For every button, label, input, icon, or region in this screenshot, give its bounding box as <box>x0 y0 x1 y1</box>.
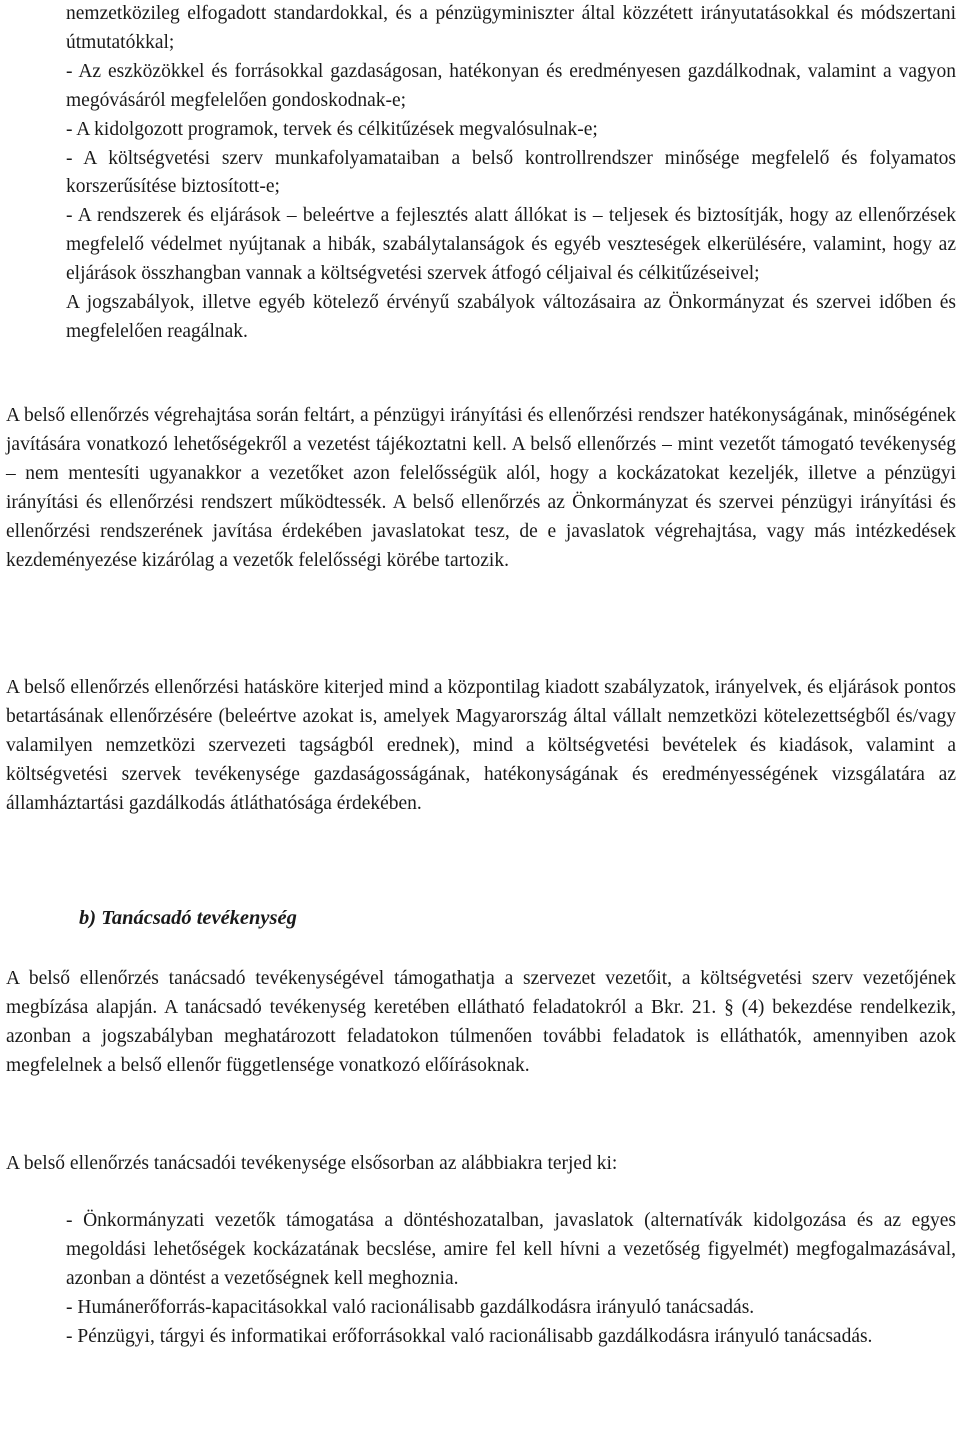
paragraph-advisory <box>6 965 956 1081</box>
paragraph-findings <box>6 402 956 575</box>
requirements-list <box>66 0 956 347</box>
list-item: A jogszabályok, illetve egyéb kötelező érvényű szabályok változásaira az Önkormányzat és szervei időben és megfelelően reagálnak. <box>66 292 956 342</box>
paragraph-text: A belső ellenőrzés végrehajtása során feltárt, a pénzügyi irányítási és ellenőrzési rendszer hatékonyságának, minőségének javítására vonatkozó lehetőségekről a vezetést tájékoztatni kell. A belső ellenőrzés – mint vezetőt támogató tevékenység – nem mentesíti ugyanakkor a vezetőket azon felelősségük alól, hogy a kockázatokat kezeljék, illetve a pénzügyi irányítási és ellenőrzési rendszert működtessék. A belső ellenőrzés az Önkormányzat és szervei pénzügyi irányítási és ellenőrzési rendszerének javítása érdekében javaslatokat tesz, de e javaslatok végrehajtása, vagy más intézkedések kezdeményezése kizárólag a vezetők felelősségi körébe tartozik. <box>6 405 956 571</box>
list-item: - A rendszerek és eljárások – beleértve a fejlesztés alatt állókat is – teljesek és biztosítják, hogy az ellenőrzések megfelelő védelmet nyújtanak a hibák, szabálytalanságok és egyéb veszteségek elkerülésére, valamint, hogy az eljárások összhangban vannak a költségvetési szervek átfogó céljaival és célkitűzéseivel; <box>66 205 956 285</box>
paragraph-text: A belső ellenőrzés tanácsadó tevékenységével támogathatja a szervezet vezetőit, a költségvetési szerv vezetőjének megbízása alapján. A tanácsadó tevékenység keretében ellátható feladatokról a Bkr. 21. § (4) bekezdése rendelkezik, azonban a jogszabályban meghatározott feladatokon túlmenően további feladatok is elláthatók, amennyiben azok megfelelnek a belső ellenőr függetlensége vonatkozó előírásoknak. <box>6 968 956 1076</box>
list-item: - Pénzügyi, tárgyi és informatikai erőforrásokkal való racionálisabb gazdálkodásra irányuló tanácsadás. <box>66 1325 873 1347</box>
paragraph-text: A belső ellenőrzés tanácsadói tevékenysége elsősorban az alábbiakra terjed ki: <box>6 1153 618 1174</box>
paragraph-text: A belső ellenőrzés ellenőrzési hatásköre kiterjed mind a központilag kiadott szabályzatok, irányelvek, és eljárások pontos betartásának ellenőrzésére (beleértve azokat is, amelyek Magyarország által vállalt nemzetközi kötelezettségből és/vagy valamilyen nemzetközi szervezeti tagságból erednek), mind a költségvetési bevételek és kiadások, valamint a költségvetési szervek tevékenysége gazdaságosságának, hatékonyságának és eredményességének vizsgálatára az államháztartási gazdálkodás átláthatósága érdekében. <box>6 677 956 814</box>
paragraph-scope <box>6 674 956 819</box>
list-item: - Humánerőforrás-kapacitásokkal való racionálisabb gazdálkodásra irányuló tanácsadás. <box>66 1296 755 1318</box>
paragraph-advisory-scope <box>6 1150 956 1179</box>
list-item: - Önkormányzati vezetők támogatása a döntéshozatalban, javaslatok (alternatívák kidolgozása és az egyes megoldási lehetőségek kockázatának becslése, amire fel kell hívni a vezetőség figyelmét) megfogalmazásával, azonban a döntést a vezetőségnek kell meghoznia. <box>66 1210 956 1289</box>
list-item: nemzetközileg elfogadott standardokkal, és a pénzügyminiszter által közzétett irányutatásokkal és módszertani útmutatókkal; <box>66 3 956 53</box>
advisory-list <box>66 1207 956 1352</box>
section-heading: b) Tanácsadó tevékenység <box>79 907 297 929</box>
list-item: - A kidolgozott programok, tervek és célkitűzések megvalósulnak-e; <box>66 118 598 140</box>
list-item: - A költségvetési szerv munkafolyamataiban a belső kontrollrendszer minősége megfelelő és folyamatos korszerűsítése biztosított-e; <box>66 147 956 198</box>
list-item: - Az eszközökkel és forrásokkal gazdaságosan, hatékonyan és eredményesen gazdálkodnak, valamint a vagyon megóvásáról megfelelően gondoskodnak-e; <box>66 60 956 111</box>
